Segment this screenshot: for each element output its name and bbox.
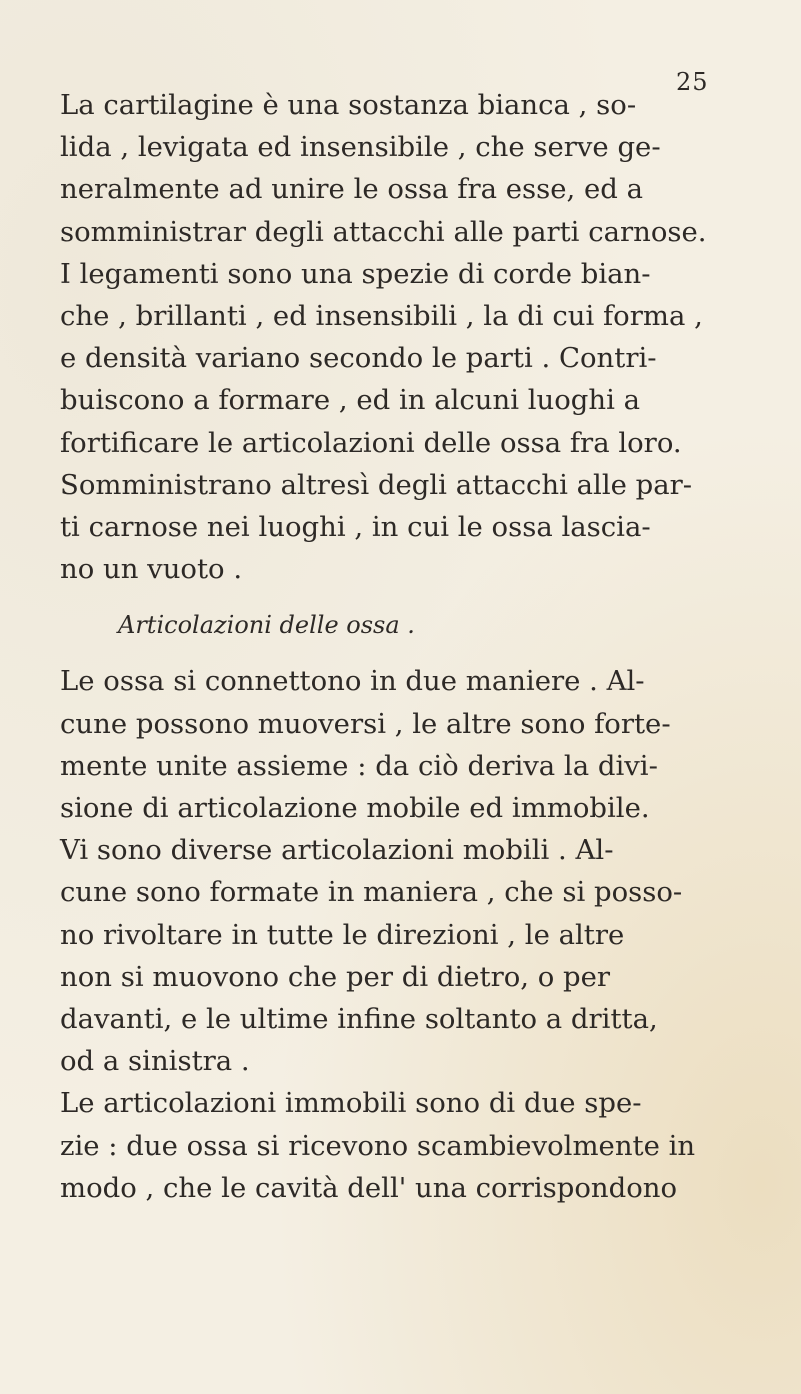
section-heading: Articolazioni delle ossa . (118, 611, 415, 640)
body-text (60, 84, 790, 1209)
text-line: ti carnose nei luoghi , in cui le ossa lascia- (60, 511, 651, 544)
text-line: sione di articolazione mobile ed immobile. (60, 792, 650, 825)
text-line: cune possono muoversi , le altre sono forte- (60, 707, 671, 740)
text-line: buiscono a formare , ed in alcuni luoghi a (60, 384, 641, 417)
text-line: somministrar degli attacchi alle parti carnose. (60, 215, 707, 248)
text-line: lida , levigata ed insensibile , che serve ge- (60, 131, 661, 164)
text-line: Vi sono diverse articolazioni mobili . Al- (60, 834, 614, 867)
text-line: Somministrano altresì degli attacchi alle par- (60, 468, 693, 501)
text-line: davanti, e le ultime infine soltanto a dritta, (60, 1003, 658, 1036)
page-number: 25 (676, 68, 709, 96)
text-line: od a sinistra . (60, 1045, 250, 1078)
paragraph-cartilage-ligaments (60, 84, 790, 590)
text-line: no rivoltare in tutte le direzioni , le altre (60, 918, 625, 951)
text-line: cune sono formate in maniera , che si posso- (60, 876, 683, 909)
text-line: La cartilagine è una sostanza bianca , so- (60, 89, 637, 121)
text-line: Le ossa si connettono in due maniere . Al- (60, 665, 645, 698)
text-line: mente unite assieme : da ciò deriva la divi- (60, 749, 658, 782)
text-line: no un vuoto . (60, 553, 243, 586)
text-line: zie : due ossa si ricevono scambievolmente in (60, 1129, 696, 1162)
text-line: I legamenti sono una spezie di corde bian- (60, 257, 651, 290)
text-line: neralmente ad unire le ossa fra esse, ed a (60, 173, 644, 206)
text-line: Le articolazioni immobili sono di due spe- (60, 1087, 642, 1120)
text-line: non si muovono che per di dietro, o per (60, 960, 611, 993)
text-line: modo , che le cavità dell' una corrispondono (60, 1171, 678, 1204)
text-line: e densità variano secondo le parti . Contri- (60, 342, 657, 375)
text-line: fortificare le articolazioni delle ossa fra loro. (60, 426, 682, 459)
paragraph-articulations (60, 660, 790, 1209)
text-line: che , brillanti , ed insensibili , la di cui forma , (60, 300, 703, 333)
